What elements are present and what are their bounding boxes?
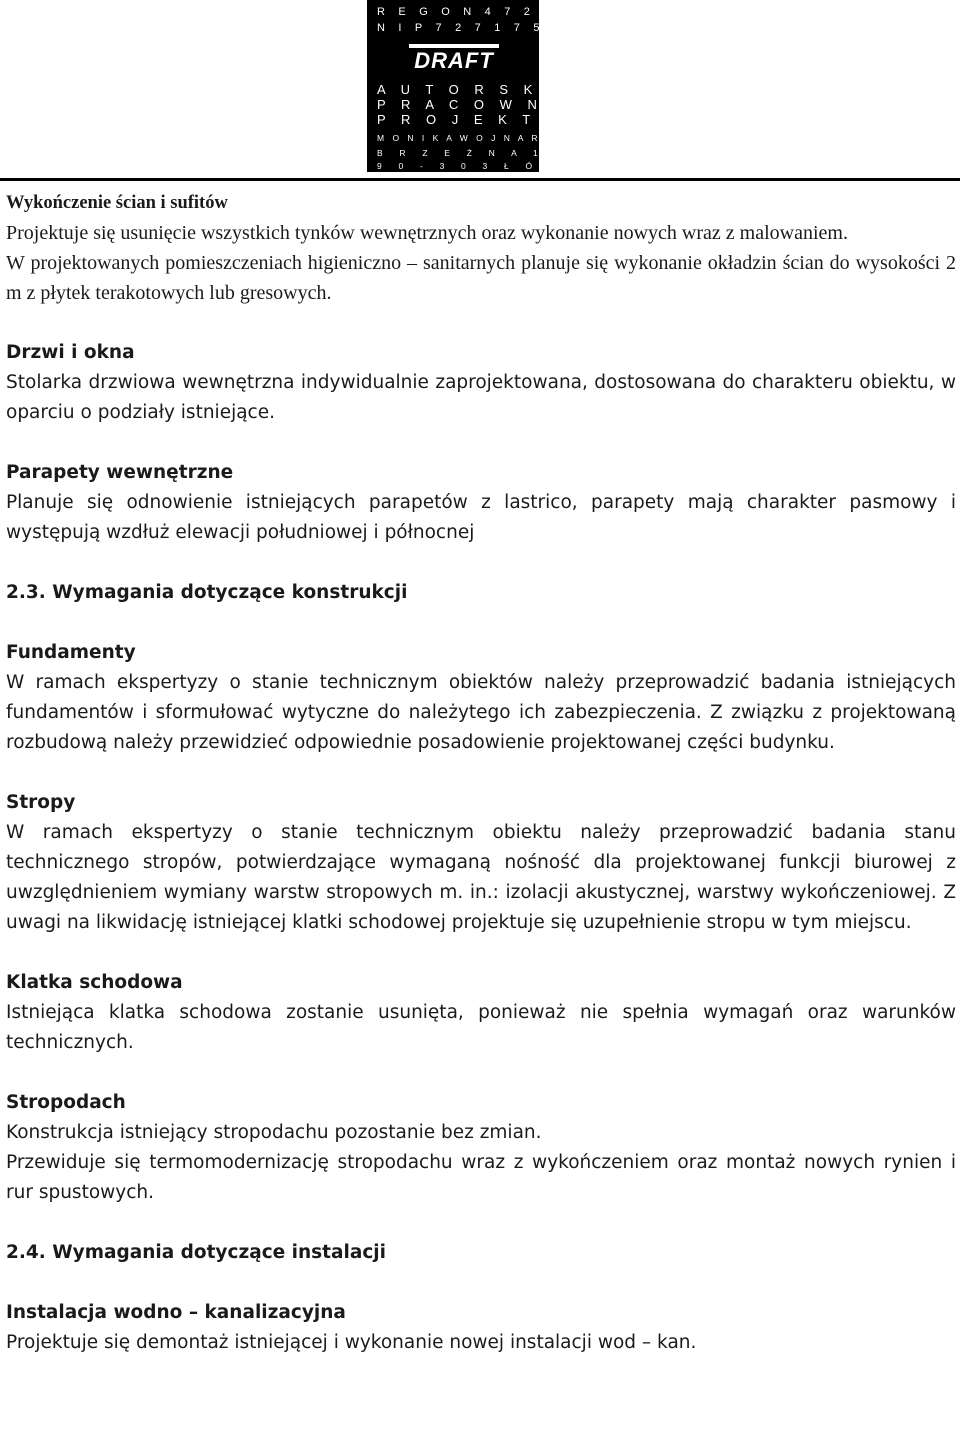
chapter-heading: 2.3. Wymagania dotyczące konstrukcji <box>6 582 408 603</box>
paragraph: W ramach ekspertyzy o stanie technicznym obiektów należy przeprowadzić badania istniejących fundamentów i sformułować wytyczne do należytego ich zabezpieczenia. Z związku z projektowaną rozbudową należy przewidzieć odpowiednie posadowienie projektowanej części budynku. <box>6 672 956 753</box>
stamp-line-autorska: A U T O R S K A <box>377 82 562 97</box>
stamp-street: B R Z E Ż N A 12 M. 5 <box>377 148 612 158</box>
document-body <box>6 188 956 1358</box>
header-divider <box>0 178 960 181</box>
section-heading: Wykończenie ścian i sufitów <box>6 193 228 213</box>
section-heading: Stropy <box>6 792 76 813</box>
section-heading: Fundamenty <box>6 642 136 663</box>
paragraph: W projektowanych pomieszczeniach higieniczno – sanitarnych planuje się wykonanie okładzin ścian do wysokości 2 m z płytek terakotowych lub gresowych. <box>6 252 956 304</box>
paragraph: Planuje się odnowienie istniejących parapetów z lastrico, parapety mają charakter pasmowy i występują wzdłuż elewacji południowej i północnej <box>6 492 956 543</box>
stamp-city: 9 0 - 3 0 3 Ł Ó D Ź <box>377 161 585 171</box>
paragraph: Stolarka drzwiowa wewnętrzna indywidualnie zaprojektowana, dostosowana do charakteru obiektu, w oparciu o podziały istniejące. <box>6 372 956 423</box>
stamp-line-pracownia: P R A C O W N I A <box>377 97 586 112</box>
paragraph: Istniejąca klatka schodowa zostanie usunięta, ponieważ nie spełnia wymagań oraz warunków technicznych. <box>6 1002 956 1053</box>
draft-logo <box>409 42 499 74</box>
paragraph: Przewiduje się termomodernizację stropodachu wraz z wykończeniem oraz montaż nowych rynien i rur spustowych. <box>6 1152 956 1203</box>
section-heading: Stropodach <box>6 1092 126 1113</box>
regon-number: R E G O N 4 7 2 4 0 2 5 3 7 <box>377 6 653 18</box>
paragraph: Projektuje się usunięcie wszystkich tynków wewnętrznych oraz wykonanie nowych wraz z malowaniem. <box>6 222 848 244</box>
stamp-line-projektowa: P R O J E K T O W A <box>377 112 614 127</box>
section-heading: Parapety wewnętrzne <box>6 462 234 483</box>
stamp-owner-name: M O N I K A W O J N A R O W S K A <box>377 133 614 143</box>
section-heading: Instalacja wodno – kanalizacyjna <box>6 1302 346 1323</box>
paragraph: Konstrukcja istniejący stropodachu pozostanie bez zmian. <box>6 1122 542 1143</box>
nip-number: N I P 7 2 7 1 7 5 9 6 1 1 <box>377 22 623 34</box>
section-heading: Drzwi i okna <box>6 342 135 363</box>
chapter-heading: 2.4. Wymagania dotyczące instalacji <box>6 1242 386 1263</box>
section-heading: Klatka schodowa <box>6 972 183 993</box>
paragraph: Projektuje się demontaż istniejącej i wykonanie nowej instalacji wod – kan. <box>6 1332 697 1353</box>
draft-logo-text: DRAFT <box>414 48 494 73</box>
paragraph: W ramach ekspertyzy o stanie technicznym obiektu należy przeprowadzić badania stanu technicznego stropów, potwierdzające wymaganą nośność dla projektowanej funkcji biurowej z uwzględnieniem wymiany warstw stropowych m. in.: izolacji akustycznej, warstwy wykończeniowej. Z uwagi na likwidację istniejącej klatki schodowej projektuje się uzupełnienie stropu w tym miejscu. <box>6 822 956 933</box>
company-stamp <box>367 0 653 172</box>
